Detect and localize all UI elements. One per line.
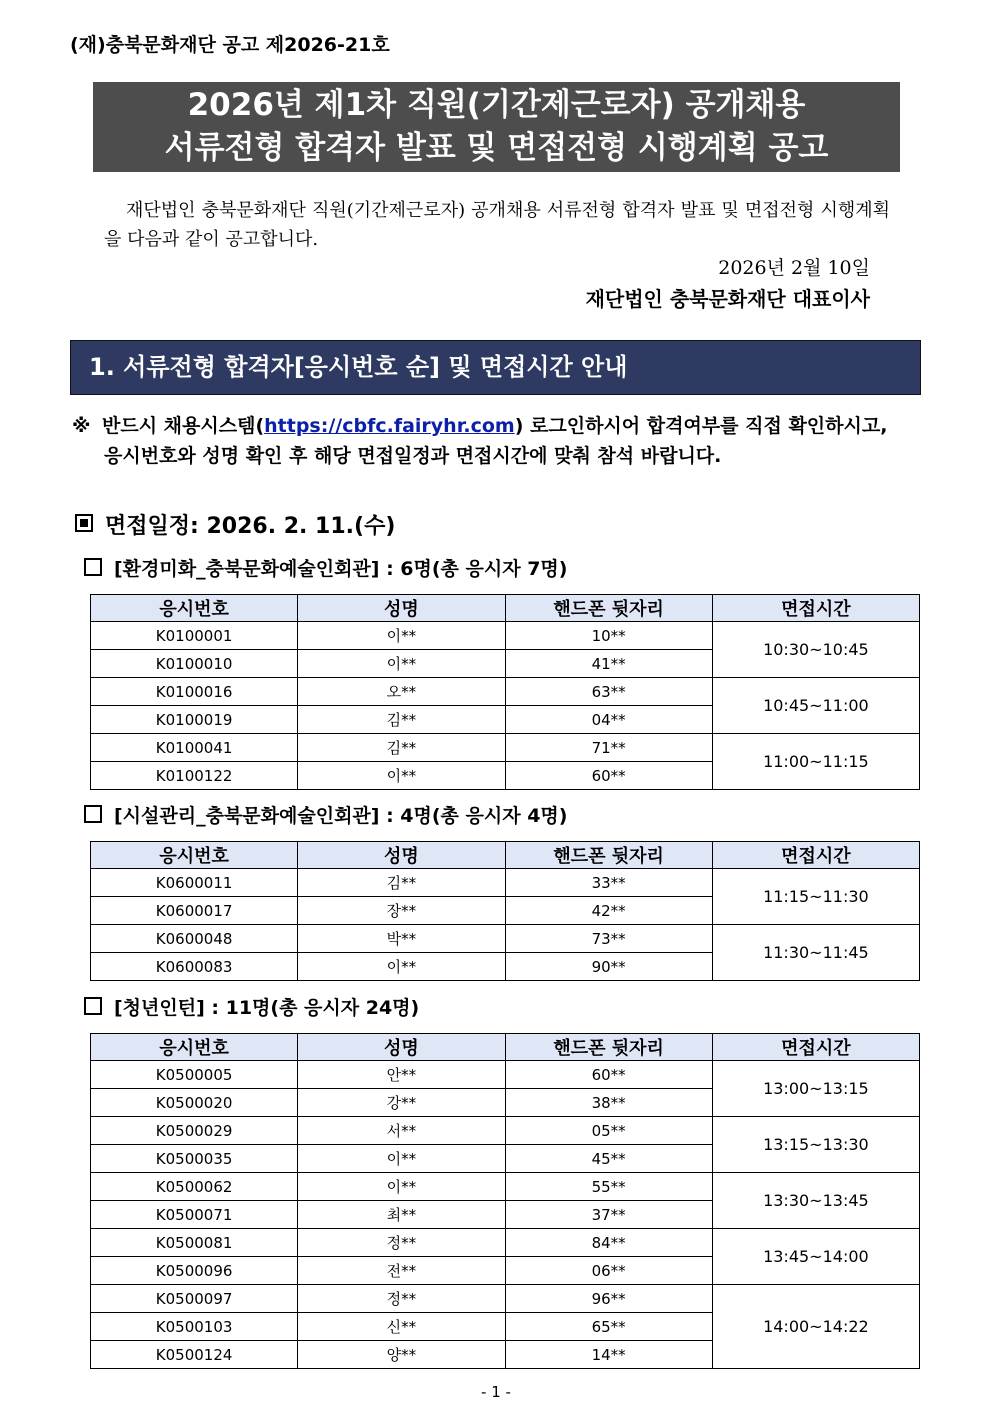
table-cleaning: [90, 594, 920, 790]
table-header-row: [91, 595, 920, 622]
name-cell: 이**: [298, 1173, 505, 1201]
name-cell: 김**: [298, 869, 505, 897]
applicant-number-cell: K0500020: [91, 1089, 298, 1117]
group-heading-text: [환경미화_충북문화예술인회관] : 6명(총 응시자 7명): [114, 558, 568, 580]
signer: 재단법인 충북문화재단 대표이사: [585, 287, 870, 311]
name-cell: 서**: [298, 1117, 505, 1145]
applicant-number-cell: K0500005: [91, 1061, 298, 1089]
column-header: 핸드폰 뒷자리: [505, 1034, 712, 1061]
empty-square-icon: [84, 997, 102, 1015]
phone-digits-cell: 10**: [505, 622, 712, 650]
title-line-2: 서류전형 합격자 발표 및 면접전형 시행계획 공고: [164, 130, 829, 166]
applicant-number-cell: K0600011: [91, 869, 298, 897]
phone-digits-cell: 65**: [505, 1313, 712, 1341]
applicant-number-cell: K0500081: [91, 1229, 298, 1257]
name-cell: 이**: [298, 622, 505, 650]
name-cell: 박**: [298, 925, 505, 953]
applicant-number-cell: K0600017: [91, 897, 298, 925]
applicant-number-cell: K0500029: [91, 1117, 298, 1145]
interview-time-cell: 14:00~14:22: [712, 1285, 919, 1369]
group-heading-text: [청년인턴] : 11명(총 응시자 24명): [114, 997, 420, 1019]
phone-digits-cell: 37**: [505, 1201, 712, 1229]
column-header: 응시번호: [91, 595, 298, 622]
column-header: 면접시간: [712, 842, 919, 869]
notice-number: (재)충북문화재단 공고 제2026-21호: [70, 34, 390, 56]
table-facility: [90, 841, 920, 981]
applicant-number-cell: K0100041: [91, 734, 298, 762]
column-header: 핸드폰 뒷자리: [505, 842, 712, 869]
name-cell: 신**: [298, 1313, 505, 1341]
applicant-number-cell: K0500035: [91, 1145, 298, 1173]
phone-digits-cell: 60**: [505, 1061, 712, 1089]
interview-time-cell: 11:30~11:45: [712, 925, 919, 981]
phone-digits-cell: 73**: [505, 925, 712, 953]
phone-digits-cell: 14**: [505, 1341, 712, 1369]
name-cell: 안**: [298, 1061, 505, 1089]
applicant-number-cell: K0500097: [91, 1285, 298, 1313]
name-cell: 전**: [298, 1257, 505, 1285]
name-cell: 최**: [298, 1201, 505, 1229]
applicant-number-cell: K0600048: [91, 925, 298, 953]
phone-digits-cell: 38**: [505, 1089, 712, 1117]
phone-digits-cell: 04**: [505, 706, 712, 734]
empty-square-icon: [84, 805, 102, 823]
notice-remark: [72, 411, 924, 471]
page-title: [93, 82, 900, 172]
schedule-date: 면접일정: 2026. 2. 11.(수): [105, 514, 396, 539]
table-row: [91, 925, 920, 953]
applicant-number-cell: K0500062: [91, 1173, 298, 1201]
remark-text-before: 반드시 채용시스템(: [102, 415, 265, 437]
column-header: 응시번호: [91, 842, 298, 869]
phone-digits-cell: 60**: [505, 762, 712, 790]
title-line-1: 2026년 제1차 직원(기간제근로자) 공개채용: [187, 87, 806, 123]
column-header: 성명: [298, 842, 505, 869]
applicant-number-cell: K0100001: [91, 622, 298, 650]
group-heading-text: [시설관리_충북문화예술인회관] : 4명(총 응시자 4명): [114, 805, 568, 827]
interview-time-cell: 13:00~13:15: [712, 1061, 919, 1117]
table-row: [91, 869, 920, 897]
name-cell: 양**: [298, 1341, 505, 1369]
phone-digits-cell: 63**: [505, 678, 712, 706]
interview-time-cell: 10:30~10:45: [712, 622, 919, 678]
name-cell: 이**: [298, 1145, 505, 1173]
table-row: [91, 1061, 920, 1089]
phone-digits-cell: 06**: [505, 1257, 712, 1285]
interview-time-cell: 13:15~13:30: [712, 1117, 919, 1173]
interview-time-cell: 10:45~11:00: [712, 678, 919, 734]
section-1-header: 1. 서류전형 합격자[응시번호 순] 및 면접시간 안내: [70, 340, 921, 395]
column-header: 응시번호: [91, 1034, 298, 1061]
applicant-number-cell: K0500103: [91, 1313, 298, 1341]
interview-time-cell: 13:30~13:45: [712, 1173, 919, 1229]
name-cell: 이**: [298, 953, 505, 981]
phone-digits-cell: 42**: [505, 897, 712, 925]
table-row: [91, 1173, 920, 1201]
table-row: [91, 1229, 920, 1257]
phone-digits-cell: 55**: [505, 1173, 712, 1201]
applicant-number-cell: K0600083: [91, 953, 298, 981]
name-cell: 오**: [298, 678, 505, 706]
applicant-number-cell: K0500071: [91, 1201, 298, 1229]
column-header: 면접시간: [712, 1034, 919, 1061]
table-row: [91, 622, 920, 650]
applicant-number-cell: K0500096: [91, 1257, 298, 1285]
table-row: [91, 1285, 920, 1313]
page-number: - 1 -: [481, 1383, 511, 1401]
applicant-number-cell: K0100122: [91, 762, 298, 790]
table-intern: [90, 1033, 920, 1369]
recruit-system-link[interactable]: https://cbfc.fairyhr.com: [264, 415, 515, 437]
reference-mark-icon: ※: [72, 415, 91, 437]
group-heading-intern: [84, 993, 419, 1020]
applicant-number-cell: K0100010: [91, 650, 298, 678]
column-header: 성명: [298, 595, 505, 622]
applicant-number-cell: K0500124: [91, 1341, 298, 1369]
table-row: [91, 1117, 920, 1145]
name-cell: 강**: [298, 1089, 505, 1117]
phone-digits-cell: 05**: [505, 1117, 712, 1145]
column-header: 면접시간: [712, 595, 919, 622]
remark-line-1: [72, 411, 924, 441]
empty-square-icon: [84, 558, 102, 576]
name-cell: 정**: [298, 1229, 505, 1257]
phone-digits-cell: 84**: [505, 1229, 712, 1257]
filled-square-icon: [75, 514, 93, 532]
remark-text-after: ) 로그인하시어 합격여부를 직접 확인하시고,: [514, 415, 888, 437]
interview-time-cell: 11:15~11:30: [712, 869, 919, 925]
name-cell: 김**: [298, 706, 505, 734]
applicant-number-cell: K0100016: [91, 678, 298, 706]
interview-schedule-heading: [75, 509, 395, 540]
notice-date: 2026년 2월 10일: [718, 257, 870, 279]
phone-digits-cell: 96**: [505, 1285, 712, 1313]
phone-digits-cell: 45**: [505, 1145, 712, 1173]
phone-digits-cell: 41**: [505, 650, 712, 678]
column-header: 핸드폰 뒷자리: [505, 595, 712, 622]
name-cell: 정**: [298, 1285, 505, 1313]
phone-digits-cell: 33**: [505, 869, 712, 897]
name-cell: 이**: [298, 650, 505, 678]
table-row: [91, 678, 920, 706]
phone-digits-cell: 71**: [505, 734, 712, 762]
remark-line-2: 응시번호와 성명 확인 후 해당 면접일정과 면접시간에 맞춰 참석 바랍니다.: [104, 445, 722, 467]
interview-time-cell: 11:00~11:15: [712, 734, 919, 790]
table-row: [91, 734, 920, 762]
group-heading-facility: [84, 801, 567, 828]
phone-digits-cell: 90**: [505, 953, 712, 981]
table-header-row: [91, 842, 920, 869]
name-cell: 이**: [298, 762, 505, 790]
interview-time-cell: 13:45~14:00: [712, 1229, 919, 1285]
intro-paragraph: [104, 196, 890, 254]
intro-text: 재단법인 충북문화재단 직원(기간제근로자) 공개채용 서류전형 합격자 발표 및 면접전형 시행계획을 다음과 같이 공고합니다.: [104, 200, 890, 250]
name-cell: 장**: [298, 897, 505, 925]
group-heading-cleaning: [84, 554, 567, 581]
name-cell: 김**: [298, 734, 505, 762]
table-header-row: [91, 1034, 920, 1061]
column-header: 성명: [298, 1034, 505, 1061]
applicant-number-cell: K0100019: [91, 706, 298, 734]
